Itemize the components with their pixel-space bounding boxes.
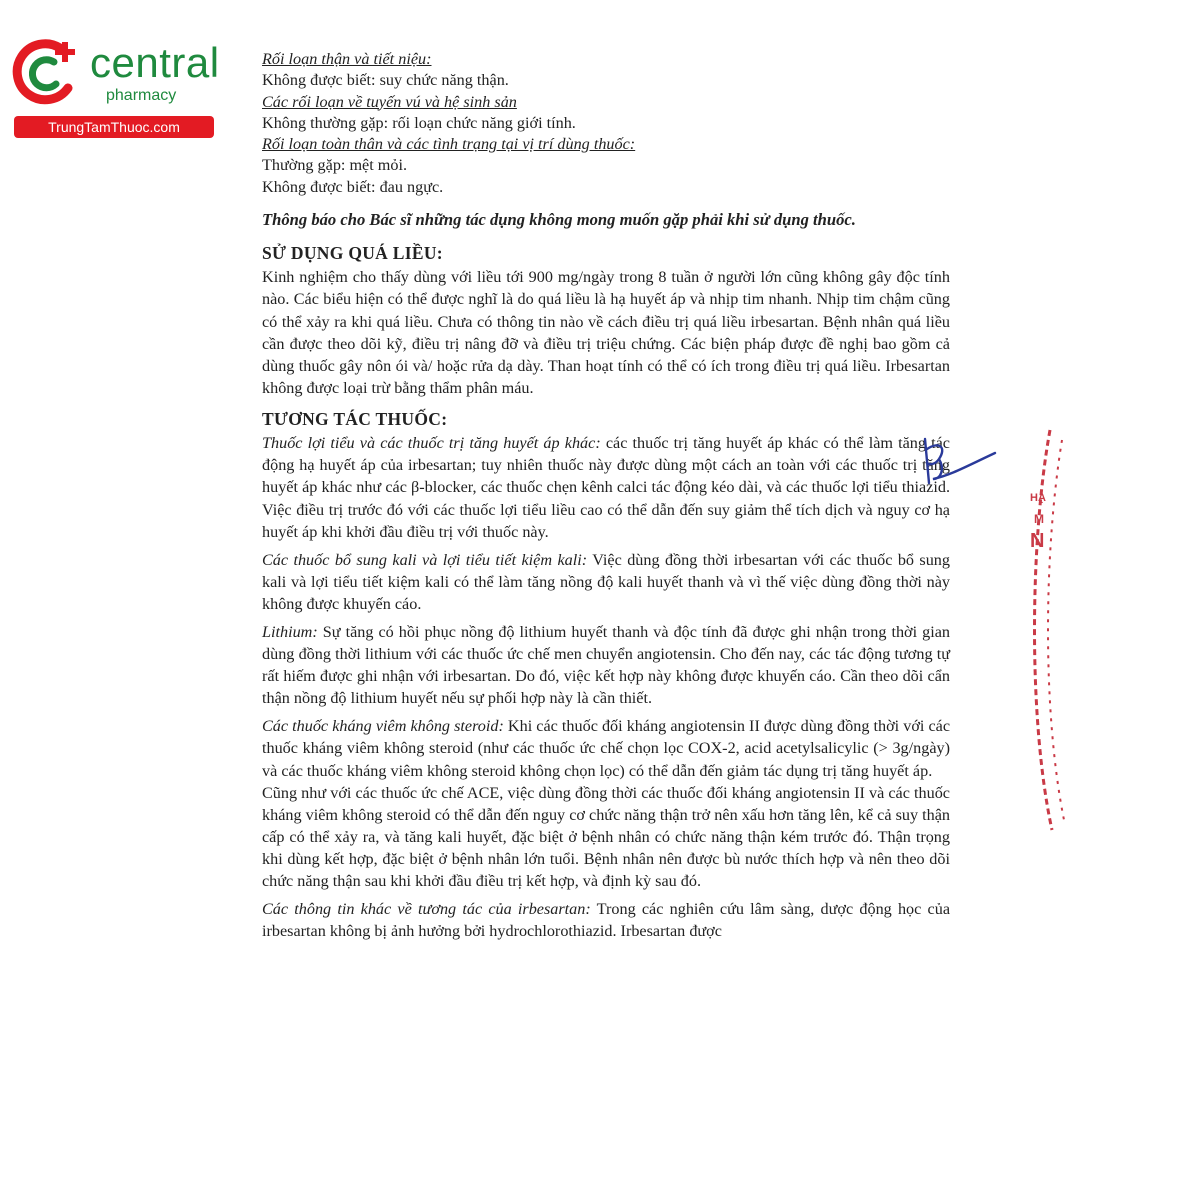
section-heading-reproductive: Các rối loạn về tuyến vú và hệ sinh sản [262, 92, 517, 111]
stamp-border-icon [1010, 420, 1070, 840]
section-text-reproductive: Không thường gặp: rối loạn chức năng giới tính. [262, 113, 576, 132]
interaction-lithium-lead: Lithium: [262, 622, 318, 641]
section-heading-kidney: Rối loạn thận và tiết niệu: [262, 50, 432, 68]
logo-website-link[interactable]: TrungTamThuoc.com [14, 116, 214, 138]
interaction-nsaid-paragraph [262, 715, 950, 781]
central-pharmacy-logo[interactable] [10, 38, 220, 138]
interaction-diuretics-text: các thuốc trị tăng huyết áp khác có thể làm tăng tác động hạ huyết áp của irbesartan; tuy nhiên thuốc này được dùng một cách an toàn với các thuốc trị tăng huyết áp khác như các β-blocker, các thuốc chẹn kênh calci tác động kéo dài, và các thuốc lợi tiểu thiazid. Việc điều trị trước đó với các thuốc lợi tiểu liều cao có thể dẫn đến suy giảm thể tích dịch và nguy cơ hạ huyết áp khi khởi đầu điều trị với thuốc này. [262, 434, 950, 541]
interaction-nsaid-lead: Các thuốc kháng viêm không steroid: [262, 717, 504, 736]
interaction-diuretics-lead: Thuốc lợi tiểu và các thuốc trị tăng huyết áp khác: [262, 434, 601, 453]
stamp-text-3: N [1030, 530, 1045, 552]
section-heading-general: Rối loạn toàn thân và các tình trạng tại vị trí dùng thuốc: [262, 135, 636, 154]
interaction-other-text: Trong các nghiên cứu lâm sàng, dược động học của irbesartan không bị ảnh hưởng bởi hydrochlorothiazid. Irbesartan được [262, 900, 950, 941]
interaction-potassium-lead: Các thuốc bổ sung kali và lợi tiểu tiết kiệm kali: [262, 550, 588, 569]
logo-mark-icon [10, 38, 90, 110]
interaction-potassium-paragraph [262, 549, 950, 615]
logo-subtitle: pharmacy [106, 87, 177, 104]
stamp-text-1: HẠ [1030, 492, 1046, 504]
overdose-heading: SỬ DỤNG QUÁ LIỀU: [262, 243, 443, 264]
section-text-general-common: Thường gặp: mệt mỏi. [262, 156, 408, 175]
interaction-lithium-text: Sự tăng có hồi phục nồng độ lithium huyết thanh và độc tính đã được ghi nhận trong thời gian dùng đồng thời lithium với các thuốc ức chế men chuyển angiotensin. Cho đến nay, các tác động tương tự rất hiếm được ghi nhận với irbesartan. Do đó, việc kết hợp này không được khuyến cáo. Cần theo dõi cẩn thận nồng độ lithium huyết nếu sự phối hợp này là cần thiết. [262, 622, 950, 708]
logo-brand: central [90, 39, 220, 86]
doctor-notice: Thông báo cho Bác sĩ những tác dụng không mong muốn gặp phải khi sử dụng thuốc. [262, 210, 856, 230]
overdose-paragraph: Kinh nghiệm cho thấy dùng với liều tới 900 mg/ngày trong 8 tuần ở người lớn cũng không gây độc tính nào. Các biểu hiện có thể được nghĩ là do quá liều là hạ huyết áp và nhịp tim nhanh. Nhịp tim chậm cũng có thể xảy ra khi quá liều. Chưa có thông tin nào về cách điều trị quá liều irbesartan. Bệnh nhân quá liều cần được theo dõi kỹ, điều trị nâng đỡ và điều trị triệu chứng. Các biện pháp được đề nghị bao gồm cả dùng thuốc gây nôn ói và/ hoặc rửa dạ dày. Than hoạt tính có thể có ích trong điều trị quá liều. Irbesartan không được loại trừ bằng thẩm phân máu. [262, 268, 950, 397]
interaction-diuretics-paragraph [262, 432, 950, 542]
section-text-general-unknown: Không được biết: đau ngực. [262, 177, 444, 196]
interaction-other-paragraph [262, 898, 950, 942]
document-page [262, 49, 950, 942]
interaction-lithium-paragraph [262, 621, 950, 709]
interaction-ace-paragraph: Cũng như với các thuốc ức chế ACE, việc dùng đồng thời các thuốc đối kháng angiotensin II và các thuốc kháng viêm không steroid có thể dẫn đến nguy cơ chức năng thận trở nên xấu hơn tăng lên, kể cả suy thận cấp có thể xảy ra, và tăng kali huyết, đặc biệt ở bệnh nhân có chức năng thận kém trước đó. Thận trọng khi dùng kết hợp, đặc biệt ở bệnh nhân lớn tuổi. Bệnh nhân nên được bù nước thích hợp và nên theo dõi chức năng thận sau khi khởi đầu điều trị kết hợp, và định kỳ sau đó. [262, 783, 950, 891]
signature-icon [905, 435, 1000, 495]
interaction-heading: TƯƠNG TÁC THUỐC: [262, 408, 448, 429]
interaction-potassium-text: Việc dùng đồng thời irbesartan với các thuốc bổ sung kali và lợi tiểu tiết kiệm kali có thể làm tăng nồng độ kali huyết thanh và vì thế việc dùng đồng thời này không được khuyến cáo. [262, 550, 950, 613]
stamp-text-2: M [1034, 512, 1044, 526]
company-stamp [1010, 420, 1070, 840]
interaction-other-lead: Các thông tin khác về tương tác của irbesartan: [262, 900, 591, 919]
section-text-kidney: Không được biết: suy chức năng thận. [262, 71, 509, 90]
interaction-nsaid-text: Khi các thuốc đối kháng angiotensin II được dùng đồng thời với các thuốc kháng viêm không steroid (như các thuốc ức chế chọn lọc COX-2, acid acetylsalicylic (> 3g/ngày) và các thuốc kháng viêm không steroid không chọn lọc) có thể dẫn đến giảm tác dụng trị tăng huyết áp. [262, 717, 951, 780]
